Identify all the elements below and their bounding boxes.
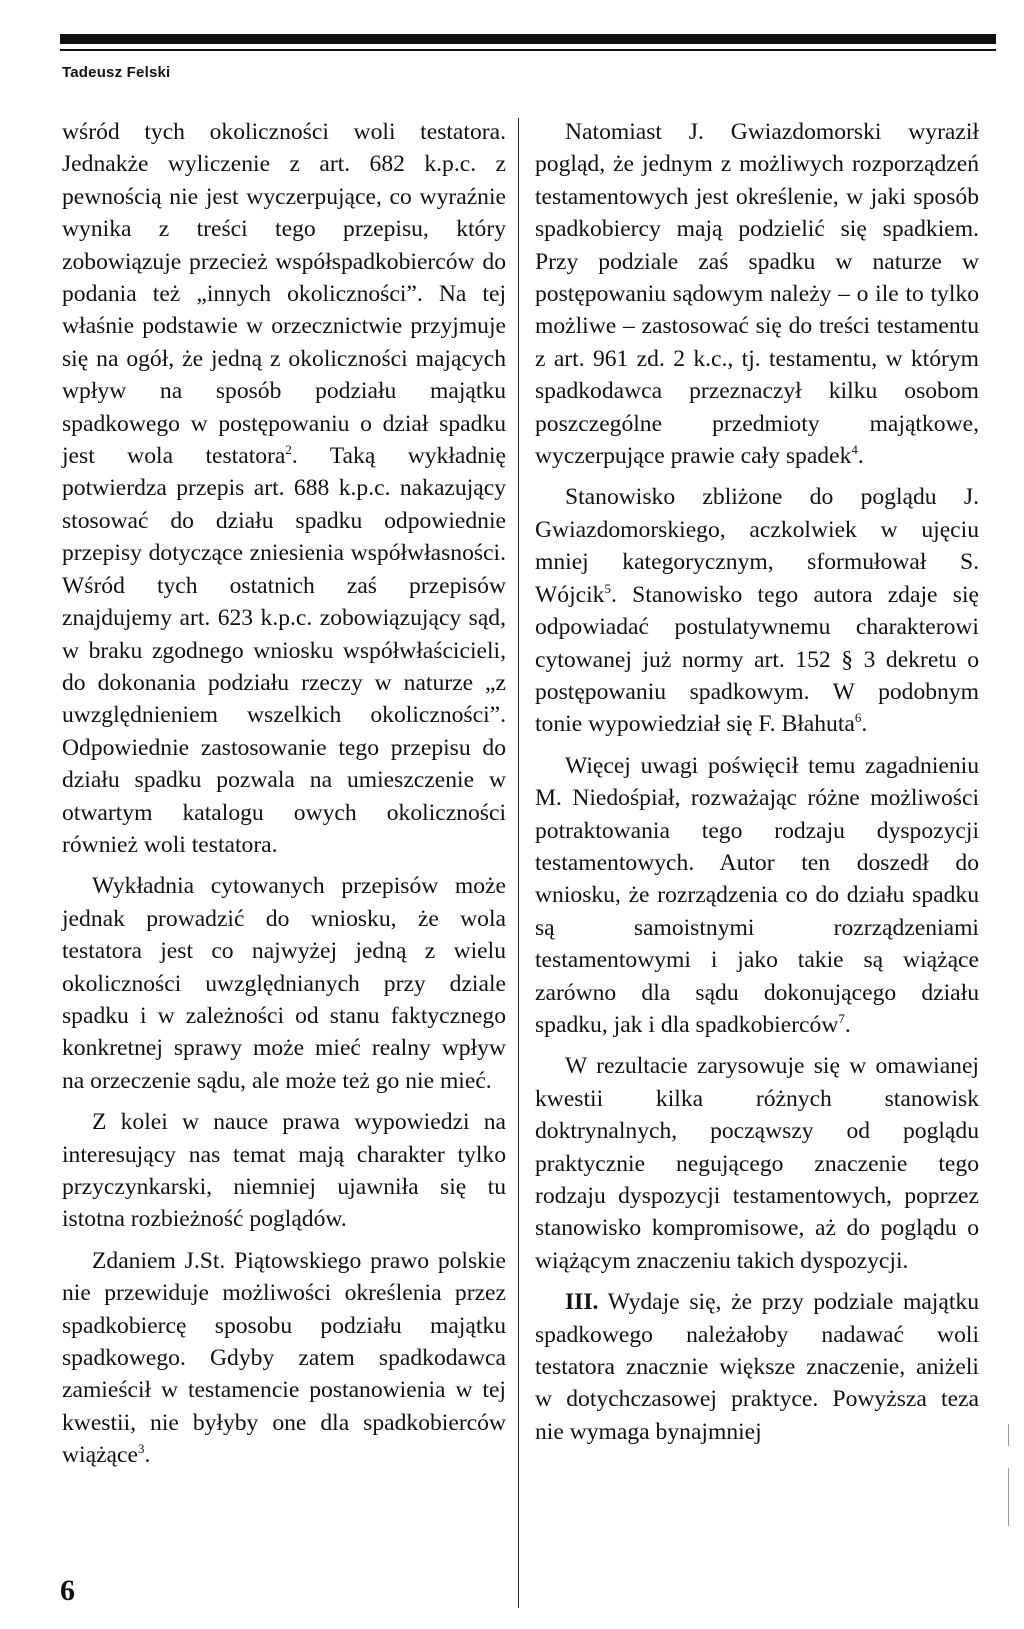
footnote-ref-7: 7 [838, 1011, 845, 1027]
footnote-ref-3: 3 [137, 1441, 145, 1457]
right-paragraph-1: Natomiast J. Gwiazdomorski wyraził pogląd, że jednym z możliwych rozporządzeń testamentowych jest określenie, w jaki sposób spadkobiercy mają podzielić się spadkiem. Przy podziale zaś spadku w naturze w postępowaniu sądowym należy – o ile to tylko możliwe – zastosować się do treści testamentu z art. 961 zd. 2 k.c., tj. testamentu, w którym spadkodawca przeznaczył kilku osobom poszczególne przedmioty majątkowe, wyczerpujące prawie cały spadek$^4$. [535, 119, 979, 470]
header-rule-thin [60, 49, 996, 51]
footnote-ref-2: 2 [285, 442, 292, 458]
page-number: 6 [60, 1574, 75, 1607]
running-head: Tadeusz Felski [62, 64, 171, 81]
left-paragraph-4: Zdaniem J.St. Piątowskiego prawo polskie nie przewiduje możliwości określenia przez spadkobiercę sposobu podziału majątku spadkowego. Gdyby zatem spadkodawca zamieścił w testamencie postanowienia w tej kwestii, nie byłyby one dla spadkobierców wiążące$^3$. [62, 1247, 506, 1469]
right-paragraph-3: Więcej uwagi poświęcił temu zagadnieniu M. Niedośpiał, rozważając różne możliwości potraktowania tego rodzaju dyspozycji testamentowych. Autor ten doszedł do wniosku, że rozrządzenia co do działu spadku są samoistnymi rozrządzeniami testamentowymi i jako takie są wiążące zarówno dla sądu dokonującego działu spadku, jak i dla spadkobierców$^7$. [535, 752, 979, 1038]
right-paragraph-5: III. Wydaje się, że przy podziale majątku spadkowego należałoby nadawać woli testatora znacznie większe znaczenie, aniżeli w dotychczasowej praktyce. Powyższa teza nie wymaga bynajmniej [535, 1289, 979, 1445]
scan-edge-mark-lower [1008, 1468, 1009, 1526]
left-paragraph-2: Wykładnia cytowanych przepisów może jednak prowadzić do wniosku, że wola testatora jest co najwyżej jedną z wielu okoliczności uwzględnianych przy dziale spadku i w zależności od stanu faktycznego konkretnej sprawy może mieć realny wpływ na orzeczenie sądu, ale może też go nie mieć. [62, 873, 506, 1094]
left-paragraph-1: wśród tych okoliczności woli testatora. Jednakże wyliczenie z art. 682 k.p.c. z pewnością nie jest wyczerpujące, co wyraźnie wynika z treści tego przepisu, który zobowiązuje przecież współspadkobierców do podania też „innych okoliczności”. Na tej właśnie podstawie w orzecznictwie przyjmuje się na ogół, że jedną z okoliczności mających wpływ na sposób podziału majątku spadkowego w postępowaniu o dział spadku jest wola testatora$^2$. Taką wykładnię potwierdza przepis art. 688 k.p.c. nakazujący stosować do działu spadku odpowiednie przepisy dotyczące zniesienia współwłasności. Wśród tych ostatnich zaś przepisów znajdujemy art. 623 k.p.c. zobowiązujący sąd, w braku zgodnego wniosku współwłaścicieli, do dokonania podziału rzeczy w naturze „z uwzględnieniem wszelkich okoliczności”. Odpowiednie zastosowanie tego przepisu do działu spadku pozwala na umieszczenie w otwartym katalogu owych okoliczności również woli testatora. [62, 119, 506, 858]
footnote-ref-5: 5 [604, 580, 611, 596]
scan-edge-mark-upper [1008, 1424, 1009, 1446]
section-number: III. [565, 1289, 599, 1316]
right-paragraph-2: Stanowisko zbliżone do poglądu J. Gwiazdomorskiego, aczkolwiek w ujęciu mniej kategorycznym, sformułował S. Wójcik$^5$. Stanowisko tego autora zdaje się odpowiadać postulatywnemu charakterowi cytowanej już normy art. 152 § 3 dekretu o postępowaniu spadkowym. W podobnym tonie wypowiedział się F. Błahuta$^6$. [535, 484, 979, 738]
footnote-ref-6: 6 [854, 710, 862, 726]
column-divider [518, 118, 519, 1608]
left-column [62, 116, 506, 1472]
left-paragraph-3: Z kolei w nauce prawa wypowiedzi na interesujący nas temat mają charakter tylko przyczynkarski, niemniej ujawniła się tu istotna rozbieżność poglądów. [62, 1109, 506, 1233]
right-column [535, 116, 979, 1448]
header-rule-thick [60, 34, 996, 44]
right-paragraph-4: W rezultacie zarysowuje się w omawianej kwestii kilka różnych stanowisk doktrynalnych, począwszy od poglądu praktycznie negującego znaczenie tego rodzaju dyspozycji testamentowych, poprzez stanowisko kompromisowe, aż do poglądu o wiążącym znaczeniu takich dyspozycji. [535, 1053, 979, 1274]
footnote-ref-4: 4 [851, 442, 858, 458]
